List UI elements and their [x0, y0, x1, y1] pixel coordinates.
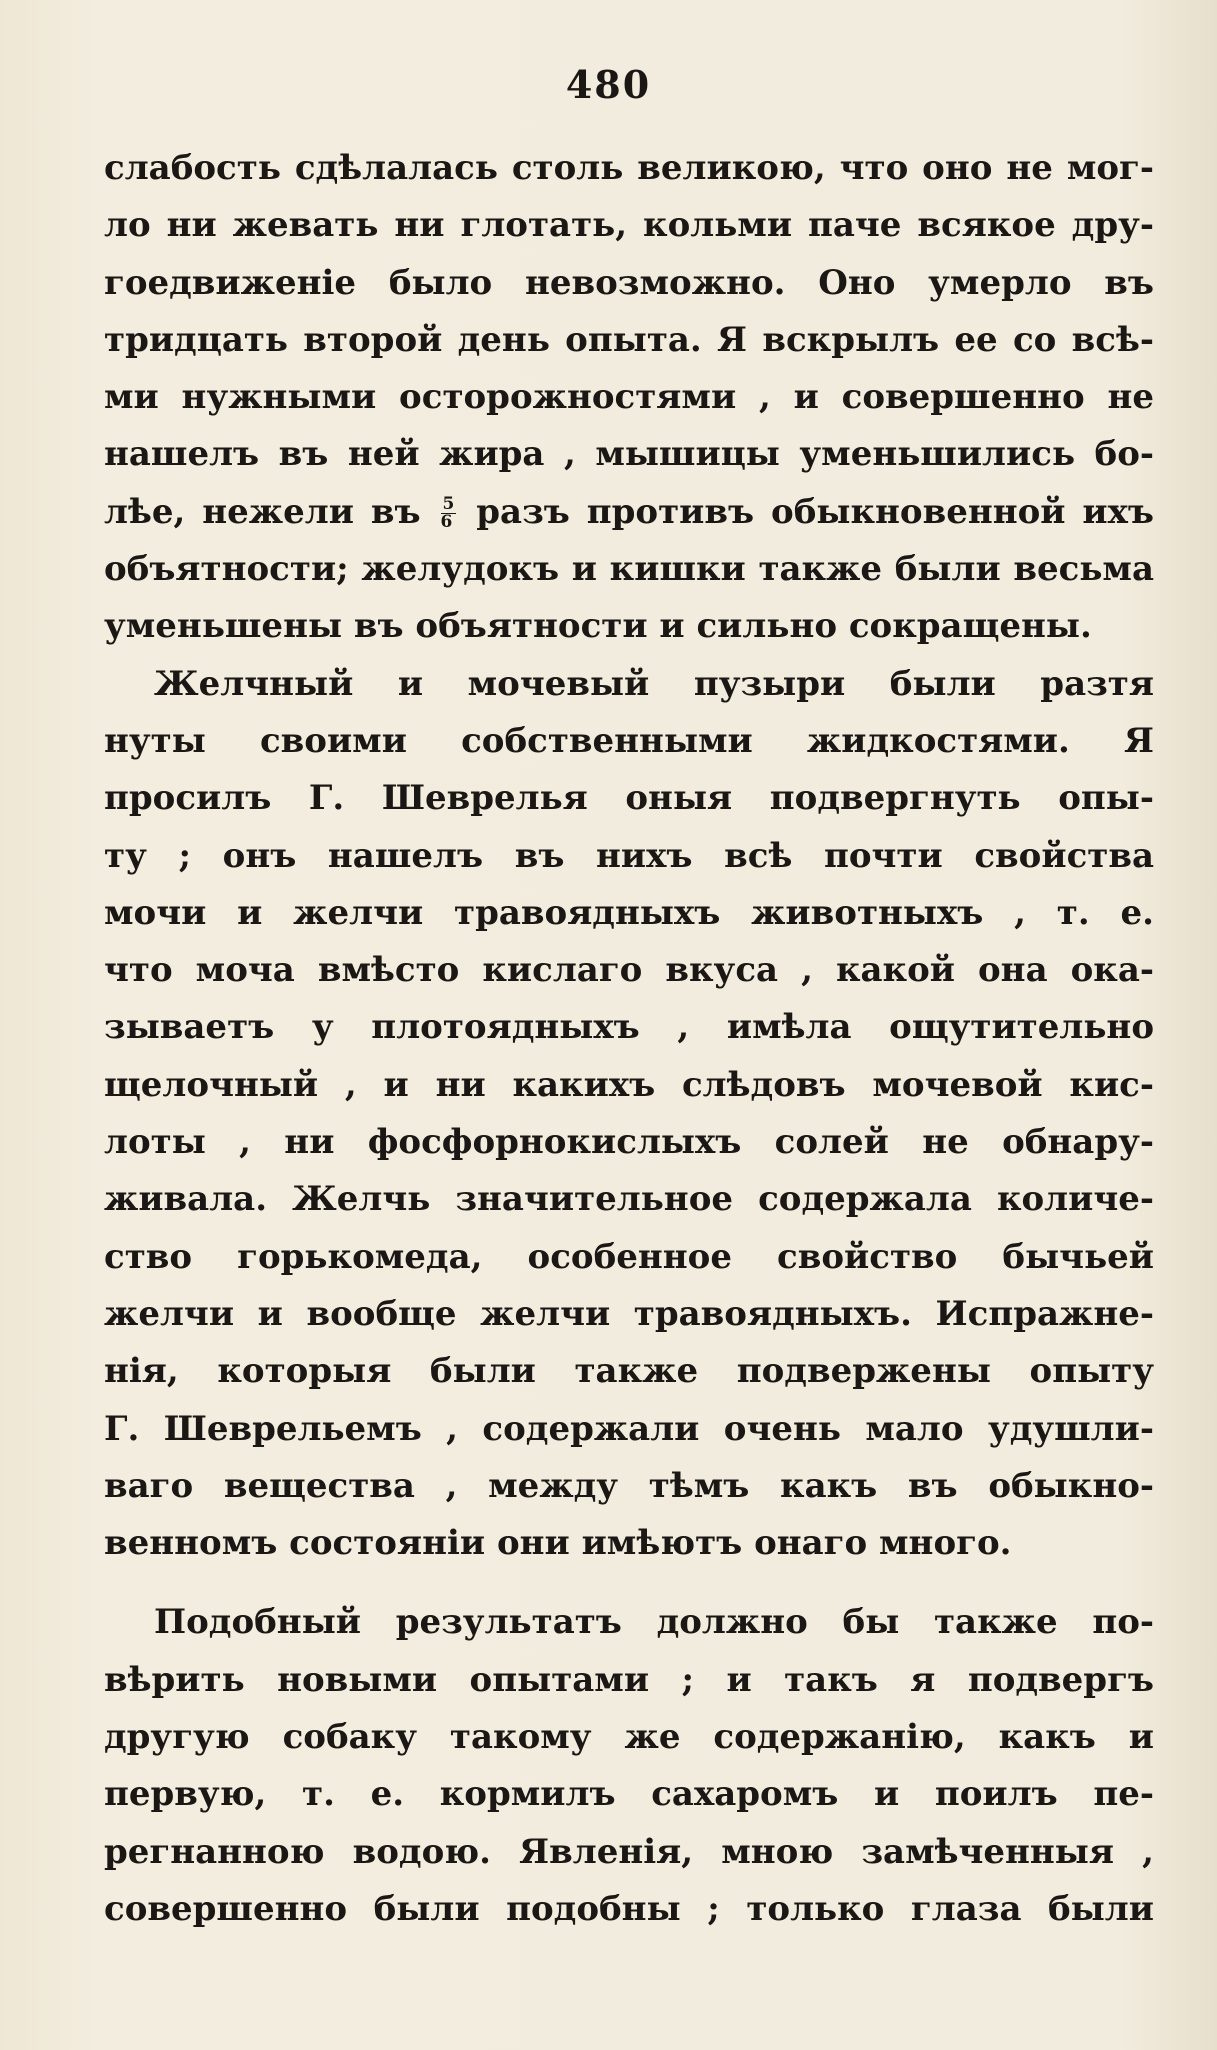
- fraction: [441, 496, 457, 531]
- text-line: что моча вмѣсто кислаго вкуса , какой она ока-: [104, 950, 1154, 991]
- text-line: уменьшены въ объятности и сильно сокращены.: [104, 606, 1092, 647]
- text-line: нашелъ въ ней жира , мышицы уменьшились бо-: [104, 434, 1154, 475]
- text-line: тридцать второй день опыта. Я вскрылъ ее со всѣ-: [104, 319, 1154, 360]
- body-text: [104, 140, 1154, 1938]
- text-line: нія, которыя были также подвержены опыту: [104, 1351, 1154, 1392]
- text-line: ство горькомеда, особенное свойство бычьей: [104, 1236, 1154, 1277]
- page-number: 480: [565, 62, 652, 107]
- text-line: лоты , ни фосфорнокислыхъ солей не обнару-: [104, 1122, 1154, 1163]
- text-line: Г. Шеврельемъ , содержали очень мало удушли-: [104, 1408, 1154, 1449]
- text-line: просилъ Г. Шеврелья оныя подвергнуть опы-: [104, 778, 1154, 819]
- text-line: венномъ состояніи они имѣютъ онаго много.: [104, 1523, 1012, 1564]
- text-line: желчи и вообще желчи травоядныхъ. Испражне-: [104, 1293, 1154, 1334]
- text-line: нуты своими собственными жидкостями. Я: [104, 720, 1154, 761]
- text-segment: лѣе, нежели въ: [104, 491, 421, 532]
- text-segment: разъ противъ обыкновенной ихъ: [476, 491, 1154, 532]
- text-line: Подобный результатъ должно бы также по-: [154, 1602, 1154, 1643]
- text-line: вѣрить новыми опытами ; и такъ я подвергъ: [104, 1659, 1154, 1700]
- text-line: гоедвиженіе было невозможно. Оно умерло въ: [104, 262, 1154, 303]
- fraction-denominator: 6: [440, 512, 453, 533]
- text-line: Желчный и мочевый пузыри были разтя: [154, 663, 1154, 704]
- text-line: ми нужными осторожностями , и совершенно не: [104, 377, 1154, 418]
- text-line-with-fraction: [104, 484, 1154, 541]
- text-line: зываетъ у плотоядныхъ , имѣла ощутительно: [104, 1007, 1154, 1048]
- text-line: ту ; онъ нашелъ въ нихъ всѣ почти свойства: [104, 835, 1154, 876]
- text-line: ло ни жевать ни глотать, кольми паче всякое дру-: [104, 205, 1154, 246]
- text-line: слабость сдѣлалась столь великою, что оно не мог-: [104, 148, 1154, 188]
- text-line: другую собаку такому же содержанію, какъ и: [104, 1717, 1154, 1758]
- text-line: объятности; желудокъ и кишки также были весьма: [104, 549, 1154, 590]
- text-line: первую, т. е. кормилъ сахаромъ и поилъ пе-: [104, 1774, 1154, 1815]
- text-line: мочи и желчи травоядныхъ животныхъ , т. е.: [104, 892, 1154, 933]
- text-line: совершенно были подобны ; только глаза были: [104, 1888, 1154, 1929]
- text-line: регнанною водою. Явленія, мною замѣченныя ,: [104, 1831, 1154, 1872]
- text-line: живала. Желчь значительное содержала количе-: [104, 1179, 1154, 1220]
- fraction-numerator: 5: [442, 494, 455, 515]
- text-line: ваго вещества , между тѣмъ какъ въ обыкно-: [104, 1465, 1154, 1506]
- text-line: щелочный , и ни какихъ слѣдовъ мочевой кис-: [104, 1064, 1154, 1105]
